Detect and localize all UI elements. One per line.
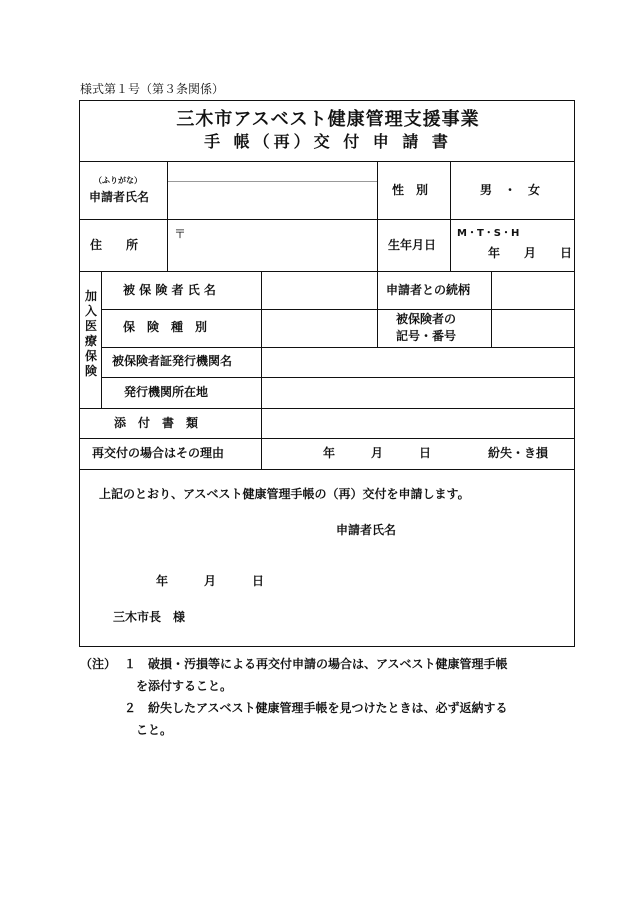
reissue-date: 年 月 日 xyxy=(323,446,432,460)
form-title-line1: 三木市アスベスト健康管理支援事業 xyxy=(176,109,480,130)
divider xyxy=(377,161,378,271)
divider xyxy=(80,469,574,470)
application-form xyxy=(79,100,575,647)
divider xyxy=(101,347,574,348)
divider xyxy=(80,408,574,409)
insured-number-label-line2: 記号・番号 xyxy=(396,329,457,343)
note-2-text: 紛失したアスベスト健康管理手帳を見つけたときは、必ず返納する xyxy=(148,701,508,715)
note-1-text: 破損・汚損等による再交付申請の場合は、アスベスト健康管理手帳 xyxy=(148,657,508,671)
birthdate-label: 生年月日 xyxy=(388,238,437,252)
note-2-number: ２ xyxy=(124,701,137,715)
form-number-caption: 様式第１号（第３条関係） xyxy=(80,82,225,96)
insured-name-label: 被 保 険 者 氏 名 xyxy=(123,283,216,297)
divider xyxy=(167,161,168,271)
note-1-number: １ xyxy=(124,657,137,671)
note-2-text-cont: こと。 xyxy=(136,723,173,737)
furigana-label: （ふりがな） xyxy=(94,176,142,185)
declaration-text: 上記のとおり、アスベスト健康管理手帳の（再）交付を申請します。 xyxy=(99,487,470,501)
notes-prefix: （注） xyxy=(80,657,117,671)
address-label: 住 所 xyxy=(90,238,139,252)
divider xyxy=(261,271,262,469)
divider xyxy=(101,309,574,310)
issuer-label: 被保険者証発行機関名 xyxy=(112,354,233,368)
gender-options[interactable]: 男 ・ 女 xyxy=(480,183,541,197)
divider xyxy=(80,271,574,272)
divider xyxy=(80,438,574,439)
form-title-line2: 手 帳（再）交 付 申 請 書 xyxy=(204,132,452,151)
declaration-date: 年 月 日 xyxy=(156,574,265,588)
era-options[interactable]: M・T・S・H xyxy=(457,228,520,239)
reissue-reason-label: 再交付の場合はその理由 xyxy=(92,446,225,460)
applicant-name-label: 申請者氏名 xyxy=(89,190,150,204)
furigana-divider xyxy=(167,181,377,182)
relation-label: 申請者との続柄 xyxy=(386,283,471,297)
insurance-group-label: 加 入 医 療 保 険 xyxy=(84,289,97,378)
birthdate-fields: 年 月 日 xyxy=(488,246,573,260)
divider xyxy=(80,161,574,162)
note-1-text-cont: を添付すること。 xyxy=(136,679,233,693)
signature-label: 申請者氏名 xyxy=(336,523,397,537)
divider xyxy=(80,219,574,220)
insurance-type-label: 保 険 種 別 xyxy=(123,320,208,334)
issuer-address-label: 発行機関所在地 xyxy=(124,385,209,399)
divider xyxy=(377,271,378,347)
divider xyxy=(450,161,451,271)
gender-label: 性 別 xyxy=(392,183,429,197)
addressee: 三木市長 様 xyxy=(113,610,186,624)
insured-number-label-line1: 被保険者の xyxy=(396,312,457,326)
divider xyxy=(101,271,102,408)
divider xyxy=(491,271,492,347)
divider xyxy=(101,377,574,378)
reissue-reason-options[interactable]: 紛失・き損 xyxy=(488,446,549,460)
postal-mark: 〒 xyxy=(174,227,187,241)
attachments-label: 添 付 書 類 xyxy=(114,416,199,430)
